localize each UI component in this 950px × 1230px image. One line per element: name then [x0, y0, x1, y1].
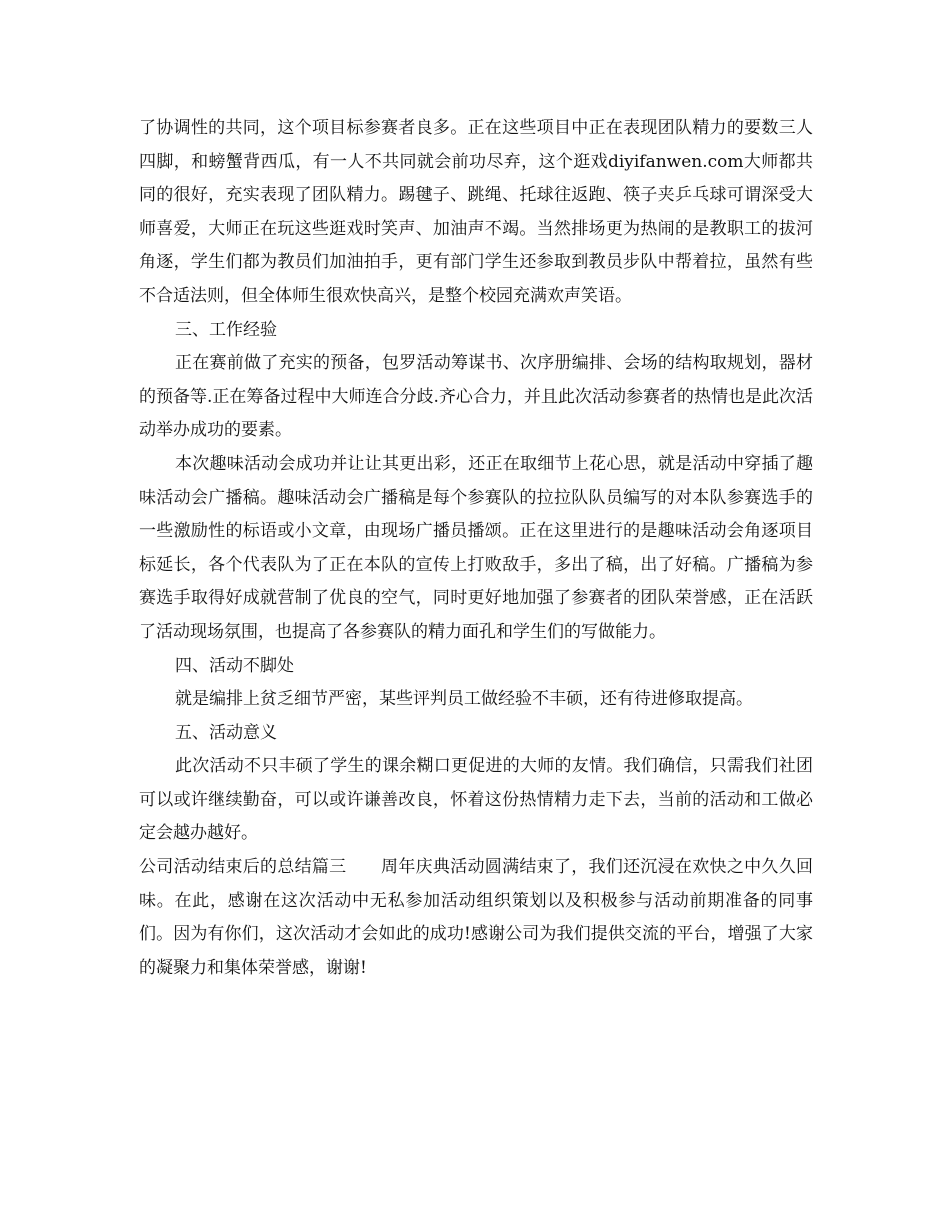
section-heading-significance: 五、活动意义	[175, 722, 277, 743]
section-heading-work-experience: 三、工作经验	[175, 319, 277, 340]
paragraph-shortcomings: 就是编排上贫乏细节严密，某些评判员工做经验不丰硕，还有待进修取提高。	[175, 689, 753, 710]
paragraph-summary-part-three: 公司活动结束后的总结篇三 周年庆典活动圆满结束了，我们还沉浸在欢快之中久久回味。在此，感谢在这次活动中无私参加活动组织策划以及积极参与活动前期准备的同事们。因为有你们，这次活动才会如此的成功!感谢公司为我们提供交流的平台，增强了大家的凝聚力和集体荣誉感，谢谢!	[139, 857, 813, 978]
paragraph-significance: 此次活动不只丰硕了学生的课余糊口更促进的大师的友情。我们确信，只需我们社团可以或许继续勤奋，可以或许谦善改良，怀着这份热情精力走下去，当前的活动和工做必定会越办越好。	[139, 756, 813, 844]
paragraph-team-spirit: 了协调性的共同，这个项目标参赛者良多。正在这些项目中正在表现团队精力的要数三人四脚，和螃蟹背西瓜，有一人不共同就会前功尽弃，这个逛戏diyifanwen.com大师都共同的很好，充实表现了团队精力。踢毽子、跳绳、托球往返跑、筷子夹乒乓球可谓深受大师喜爱，大师正在玩这些逛戏时笑声、加油声不竭。当然排场更为热闹的是教职工的拔河角逐，学生们都为教员们加油拍手，更有部门学生还参取到教员步队中帮着拉，虽然有些不合适法则，但全体师生很欢快高兴，是整个校园充满欢声笑语。	[139, 118, 813, 306]
paragraph-broadcast: 本次趣味活动会成功并让让其更出彩，还正在取细节上花心思，就是活动中穿插了趣味活动会广播稿。趣味活动会广播稿是每个参赛队的拉拉队队员编写的对本队参赛选手的一些激励性的标语或小文章，由现场广播员播颂。正在这里进行的是趣味活动会角逐项目标延长，各个代表队为了正在本队的宣传上打败敌手，多出了稿，出了好稿。广播稿为参赛选手取得好成就营制了优良的空气，同时更好地加强了参赛者的团队荣誉感，正在活跃了活动现场氛围，也提高了各参赛队的精力面孔和学生们的写做能力。	[139, 453, 813, 642]
section-heading-shortcomings: 四、活动不脚处	[175, 655, 294, 676]
paragraph-preparation: 正在赛前做了充实的预备，包罗活动筹谋书、次序册编排、会场的结构取规划，器材的预备等.正在筹备过程中大师连合分歧.齐心合力，并且此次活动参赛者的热情也是此次活动举办成功的要素。	[139, 353, 813, 441]
document-page	[139, 112, 813, 985]
